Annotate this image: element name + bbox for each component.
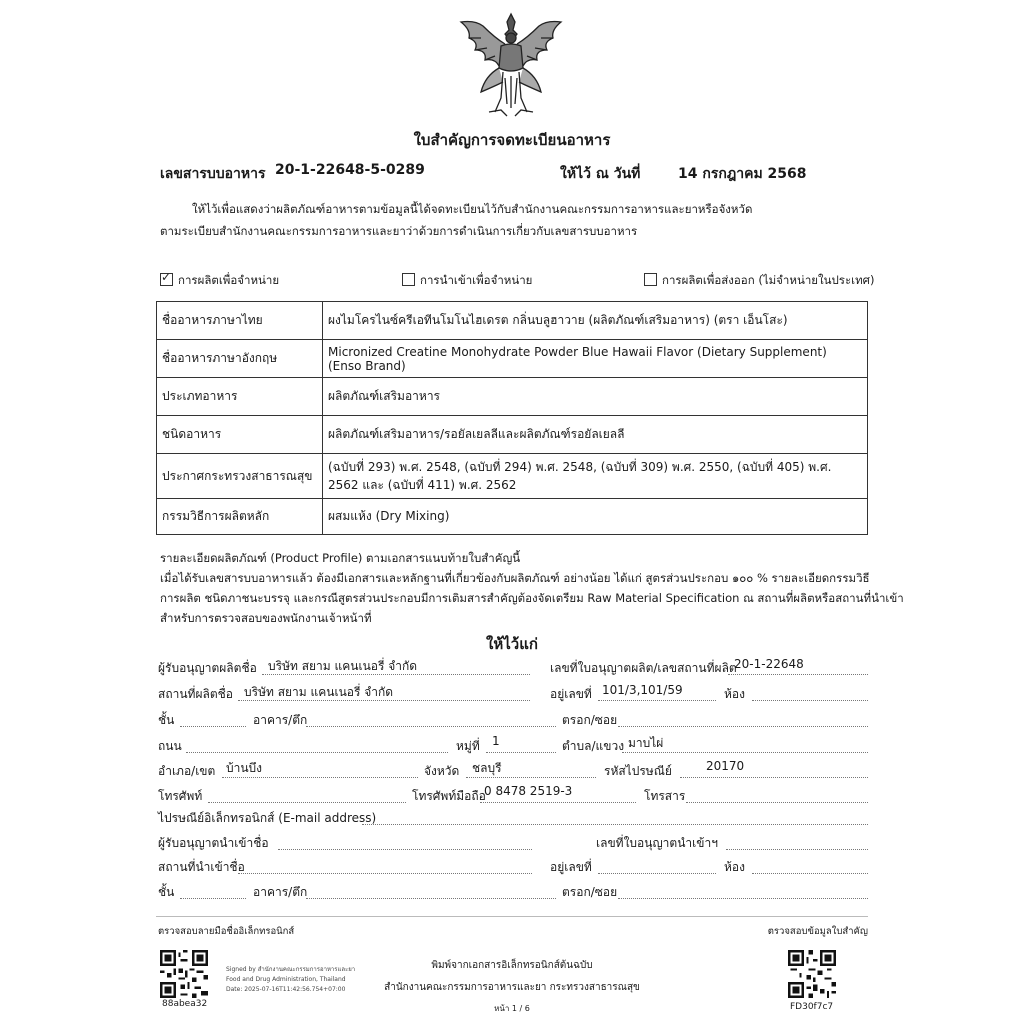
page-title: ใบสำคัญการจดทะเบียนอาหาร bbox=[413, 131, 611, 149]
site-label: สถานที่ผลิตชื่อ bbox=[158, 687, 233, 701]
table-row bbox=[157, 378, 868, 416]
table-row bbox=[157, 302, 868, 340]
importer-label: ผู้รับอนุญาตนำเข้าชื่อ bbox=[158, 836, 269, 850]
mobile-label: โทรศัพท์มือถือ bbox=[412, 789, 486, 803]
postcode-label: รหัสไปรษณีย์ bbox=[604, 764, 672, 778]
row-value: ผลิตภัณฑ์เสริมอาหาร/รอยัลเยลลีและผลิตภัณฑ์รอยัลเยลลี bbox=[323, 416, 868, 454]
fax-label: โทรสาร bbox=[644, 789, 686, 803]
dotted-line bbox=[186, 752, 448, 753]
dotted-line bbox=[306, 898, 556, 899]
email-label: ไปรษณีย์อิเล็กทรอนิกส์ (E-mail address) bbox=[158, 811, 377, 825]
dotted-line bbox=[618, 726, 868, 727]
province-label: จังหวัด bbox=[424, 764, 460, 778]
import-addr-label: อยู่เลขที่ bbox=[550, 860, 592, 874]
dotted-line bbox=[486, 752, 556, 753]
subdistrict-value: มาบไผ่ bbox=[628, 736, 664, 750]
dotted-line bbox=[238, 873, 532, 874]
license-no-value: 20-1-22648 bbox=[734, 657, 804, 671]
checkbox-label: การผลิตเพื่อส่งออก (ไม่จำหน่ายในประเทศ) bbox=[662, 273, 875, 287]
dotted-line bbox=[598, 873, 716, 874]
printed-note: พิมพ์จากเอกสารอิเล็กทรอนิกส์ต้นฉบับ bbox=[431, 960, 593, 971]
import-alley-label: ตรอก/ซอย bbox=[562, 885, 618, 899]
phone-label: โทรศัพท์ bbox=[158, 789, 203, 803]
row-key: ประกาศกระทรวงสาธารณสุข bbox=[157, 454, 323, 499]
floor-label: ชั้น bbox=[158, 713, 175, 727]
row-key: ชื่ออาหารภาษาไทย bbox=[157, 302, 323, 340]
row-key: กรรมวิธีการผลิตหลัก bbox=[157, 499, 323, 535]
signed-by: Signed by สำนักงานคณะกรรมการอาหารและยา bbox=[226, 966, 356, 973]
province-value: ชลบุรี bbox=[472, 761, 502, 775]
dotted-line bbox=[752, 873, 868, 874]
district-label: อำเภอ/เขต bbox=[158, 764, 216, 778]
license-no-label: เลขที่ใบอนุญาตผลิต/เลขสถานที่ผลิต bbox=[550, 661, 737, 675]
row-value: ผสมแห้ง (Dry Mixing) bbox=[323, 499, 868, 535]
room-label: ห้อง bbox=[724, 687, 745, 701]
footer-divider bbox=[156, 916, 868, 917]
row-value: Micronized Creatine Monohydrate Powder Blue Hawaii Flavor (Dietary Supplement) (Enso Brand) bbox=[323, 340, 868, 378]
dotted-line bbox=[208, 802, 406, 803]
signed-date: Date: 2025-07-16T11:42:56.754+07:00 bbox=[226, 986, 346, 993]
garuda-emblem bbox=[455, 8, 567, 120]
signed-by-en: Food and Drug Administration, Thailand bbox=[226, 976, 346, 983]
addr-no-value: 101/3,101/59 bbox=[602, 683, 683, 697]
issued-label: ให้ไว้ ณ วันที่ bbox=[560, 166, 641, 182]
certificate-qr-code-text: FD30f7c7 bbox=[790, 1002, 834, 1012]
road-label: ถนน bbox=[158, 739, 182, 753]
site-value: บริษัท สยาม แคนเนอรี่ จำกัด bbox=[244, 685, 394, 699]
intro-line-2: ตามระเบียบสำนักงานคณะกรรมการอาหารและยาว่าด้วยการดำเนินการเกี่ยวกับเลขสารบบอาหาร bbox=[160, 224, 638, 238]
import-building-label: อาคาร/ตึก bbox=[253, 885, 308, 899]
checkbox-export bbox=[644, 272, 874, 290]
alley-label: ตรอก/ซอย bbox=[562, 713, 618, 727]
given-to-heading: ให้ไว้แก่ bbox=[486, 635, 538, 653]
certificate-qr-code[interactable] bbox=[788, 950, 836, 998]
import-site-label: สถานที่นำเข้าชื่อ bbox=[158, 860, 245, 874]
verify-certificate-label: ตรวจสอบข้อมูลใบสำคัญ bbox=[767, 926, 868, 937]
intro-line-1: ให้ไว้เพื่อแสดงว่าผลิตภัณฑ์อาหารตามข้อมูลนี้ได้จดทะเบียนไว้กับสำนักงานคณะกรรมการอาหารและยาหรือจังหวัด bbox=[192, 202, 753, 216]
dotted-line bbox=[480, 802, 636, 803]
row-value: ผลิตภัณฑ์เสริมอาหาร bbox=[323, 378, 868, 416]
dotted-line bbox=[180, 726, 246, 727]
dotted-line bbox=[686, 802, 868, 803]
office-name: สำนักงานคณะกรรมการอาหารและยา กระทรวงสาธารณสุข bbox=[384, 982, 640, 993]
profile-line-2: เมื่อได้รับเลขสารบบอาหารแล้ว ต้องมีเอกสารและหลักฐานที่เกี่ยวข้องกับผลิตภัณฑ์ อย่างน้อย ได้แก่ สูตรส่วนประกอบ ๑๐๐ % รายละเอียดกรรมวิธี bbox=[160, 571, 870, 585]
licensee-value: บริษัท สยาม แคนเนอรี่ จำกัด bbox=[268, 659, 418, 673]
profile-line-3: การผลิต ชนิดภาชนะบรรจุ และกรณีสูตรส่วนประกอบมีการเติมสารสำคัญต้องจัดเตรียม Raw Material Specification ณ สถานที่ผลิตหรือสถานที่นำเข้า bbox=[160, 591, 904, 605]
district-value: บ้านบึง bbox=[226, 761, 263, 775]
checkbox-empty-icon bbox=[402, 273, 415, 286]
mobile-value: 0 8478 2519-3 bbox=[484, 784, 573, 798]
row-key: ประเภทอาหาร bbox=[157, 378, 323, 416]
checkbox-label: การผลิตเพื่อจำหน่าย bbox=[178, 273, 280, 287]
postcode-value: 20170 bbox=[706, 759, 745, 773]
issued-date: 14 กรกฎาคม 2568 bbox=[678, 166, 807, 182]
row-key: ชนิดอาหาร bbox=[157, 416, 323, 454]
dotted-line bbox=[752, 700, 868, 701]
checkbox-production bbox=[160, 272, 279, 290]
serial-value: 20-1-22648-5-0289 bbox=[275, 162, 425, 178]
table-row bbox=[157, 416, 868, 454]
import-room-label: ห้อง bbox=[724, 860, 745, 874]
dotted-line bbox=[618, 898, 868, 899]
import-floor-label: ชั้น bbox=[158, 885, 175, 899]
addr-no-label: อยู่เลขที่ bbox=[550, 687, 592, 701]
checkbox-import bbox=[402, 272, 532, 290]
profile-line-1: รายละเอียดผลิตภัณฑ์ (Product Profile) ตามเอกสารแนบท้ายใบสำคัญนี้ bbox=[160, 551, 521, 565]
serial-label: เลขสารบบอาหาร bbox=[160, 166, 266, 182]
building-label: อาคาร/ตึก bbox=[253, 713, 308, 727]
dotted-line bbox=[726, 849, 868, 850]
dotted-line bbox=[278, 849, 532, 850]
import-license-label: เลขที่ใบอนุญาตนำเข้าฯ bbox=[596, 836, 718, 850]
dotted-line bbox=[598, 700, 716, 701]
row-value: (ฉบับที่ 293) พ.ศ. 2548, (ฉบับที่ 294) พ.ศ. 2548, (ฉบับที่ 309) พ.ศ. 2550, (ฉบับที่ 405) พ.ศ. 2562 และ (ฉบับที่ 411) พ.ศ. 2562 bbox=[323, 454, 868, 499]
checkbox-checked-icon bbox=[160, 273, 173, 286]
page-number: หน้า 1 / 6 bbox=[494, 1004, 530, 1013]
dotted-line bbox=[728, 674, 868, 675]
dotted-line bbox=[180, 898, 246, 899]
row-value: ผงไมโครไนซ์ครีเอทีนโมโนไฮเดรต กลิ่นบลูฮาวาย (ผลิตภัณฑ์เสริมอาหาร) (ตรา เอ็นโสะ) bbox=[323, 302, 868, 340]
profile-line-4: สำหรับการตรวจสอบของพนักงานเจ้าหน้าที่ bbox=[160, 611, 372, 625]
dotted-line bbox=[306, 726, 556, 727]
table-row bbox=[157, 454, 868, 499]
product-info-table bbox=[156, 301, 868, 535]
table-row bbox=[157, 340, 868, 378]
signature-qr-code-text: 88abea32 bbox=[162, 999, 208, 1009]
row-key: ชื่ออาหารภาษาอังกฤษ bbox=[157, 340, 323, 378]
moo-value: 1 bbox=[492, 734, 500, 748]
moo-label: หมู่ที่ bbox=[456, 739, 480, 753]
checkbox-empty-icon bbox=[644, 273, 657, 286]
licensee-label: ผู้รับอนุญาตผลิตชื่อ bbox=[158, 661, 257, 675]
checkbox-label: การนำเข้าเพื่อจำหน่าย bbox=[420, 273, 533, 287]
table-row bbox=[157, 499, 868, 535]
verify-signature-label: ตรวจสอบลายมือชื่ออิเล็กทรอนิกส์ bbox=[158, 926, 295, 937]
subdistrict-label: ตำบล/แขวง bbox=[562, 739, 625, 753]
dotted-line bbox=[362, 824, 868, 825]
dotted-line bbox=[680, 777, 868, 778]
